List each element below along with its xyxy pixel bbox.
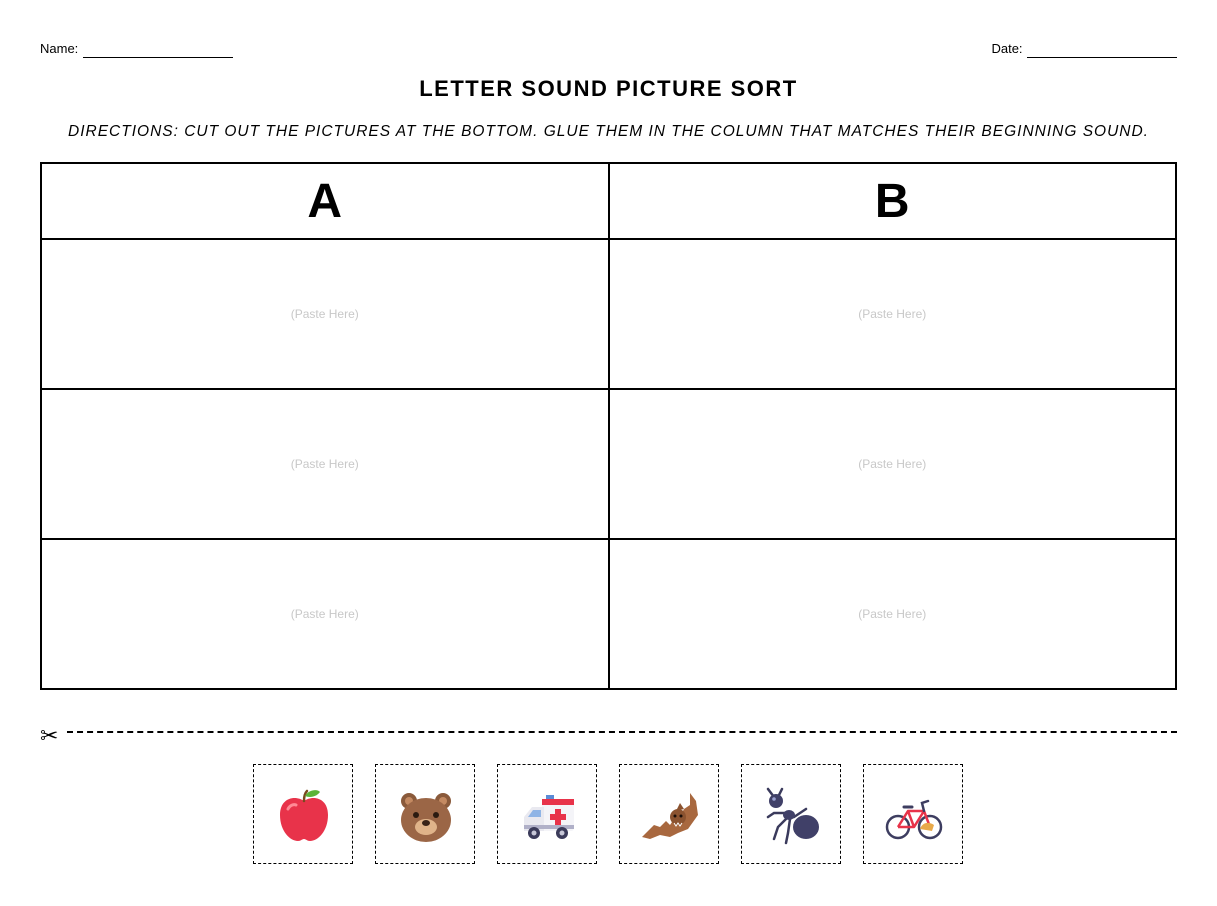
table-row: [41, 539, 1176, 689]
page-title: LETTER SOUND PICTURE SORT: [419, 76, 798, 101]
name-field[interactable]: [40, 40, 233, 58]
column-header-b: B: [609, 163, 1177, 239]
date-field[interactable]: [991, 40, 1177, 58]
picture-card[interactable]: [375, 764, 475, 864]
bear-icon: [396, 787, 456, 847]
picture-card[interactable]: [497, 764, 597, 864]
picture-card[interactable]: [253, 764, 353, 864]
name-label: Name:: [40, 41, 79, 56]
paste-cell[interactable]: (Paste Here): [609, 239, 1177, 389]
apple-icon: [274, 787, 334, 847]
column-header-a: A: [41, 163, 609, 239]
cut-line: [67, 731, 1177, 733]
picture-card[interactable]: [863, 764, 963, 864]
ant-icon: [762, 787, 822, 847]
name-line[interactable]: [83, 45, 233, 58]
paste-cell[interactable]: (Paste Here): [41, 389, 609, 539]
table-row: [41, 389, 1176, 539]
bicycle-icon: [884, 787, 944, 847]
paste-cell[interactable]: (Paste Here): [609, 389, 1177, 539]
paste-cell[interactable]: (Paste Here): [609, 539, 1177, 689]
picture-cards: [253, 764, 965, 866]
sort-table: [40, 162, 1177, 690]
directions-text: DIRECTIONS: CUT OUT THE PICTURES AT THE BOTTOM. GLUE THEM IN THE COLUMN THAT MATCHES THEIR BEGINNING SOUND.: [68, 123, 1149, 140]
picture-card[interactable]: [741, 764, 841, 864]
date-label: Date:: [991, 41, 1023, 56]
header-row: [41, 163, 1176, 239]
scissors-icon: ✂: [40, 723, 59, 748]
ambulance-icon: [518, 787, 578, 847]
table-row: [41, 239, 1176, 389]
paste-cell[interactable]: (Paste Here): [41, 539, 609, 689]
bat-icon: [640, 787, 700, 847]
paste-cell[interactable]: (Paste Here): [41, 239, 609, 389]
picture-card[interactable]: [619, 764, 719, 864]
date-line[interactable]: [1027, 45, 1177, 58]
